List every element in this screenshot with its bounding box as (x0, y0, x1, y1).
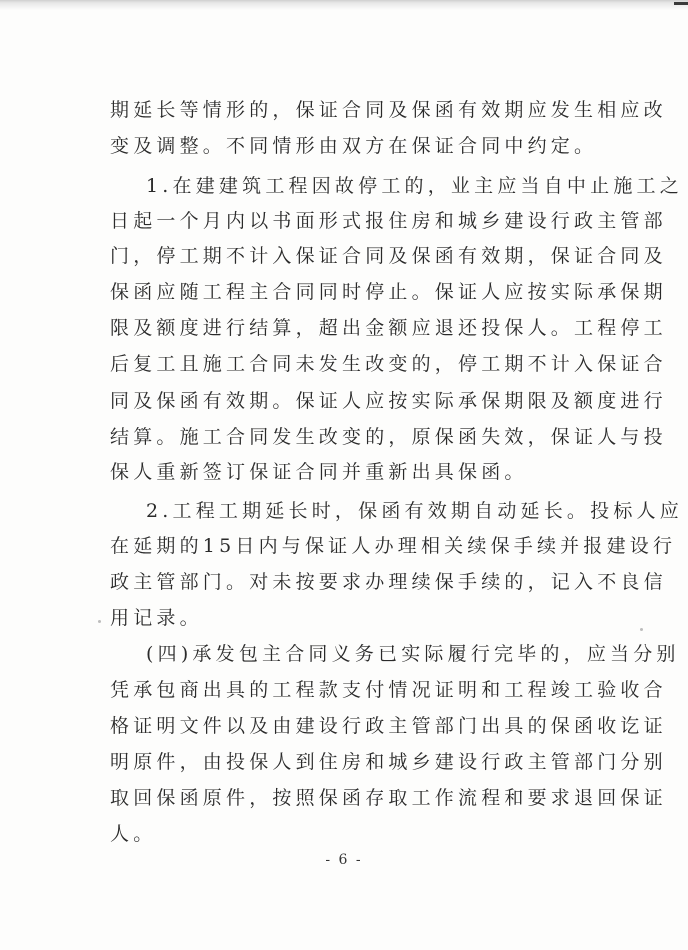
text-line: 1.在建建筑工程因故停工的，业主应当自中止施工之 (146, 175, 683, 197)
text-line: 后复工且施工合同未发生改变的，停工期不计入保证合 (110, 353, 667, 375)
text-line: 变及调整。不同情形由双方在保证合同中约定。 (110, 135, 598, 157)
scan-speck (98, 620, 101, 623)
text-line: 格证明文件以及由建设行政主管部门出具的保函收讫证 (110, 715, 667, 737)
text-line: 门，停工期不计入保证合同及保函有效期，保证合同及 (110, 245, 667, 267)
text-line: 保人重新签订保证合同并重新出具保函。 (110, 461, 528, 483)
text-line: 期延长等情形的，保证合同及保函有效期应发生相应改 (110, 99, 667, 121)
scan-top-edge (0, 0, 688, 10)
text-line: 同及保函有效期。保证人应按实际承保期限及额度进行 (110, 390, 667, 412)
scan-speck (640, 628, 643, 631)
text-line: 政主管部门。对未按要求办理续保手续的，记入不良信 (110, 571, 667, 593)
text-line: 2.工程工期延长时，保函有效期自动延长。投标人应 (146, 500, 683, 522)
text-line: 日起一个月内以书面形式报住房和城乡建设行政主管部 (110, 210, 667, 232)
text-line: 限及额度进行结算，超出金额应退还投保人。工程停工 (110, 317, 667, 339)
text-line: 人。 (110, 823, 157, 845)
text-line: 明原件，由投保人到住房和城乡建设行政主管部门分别 (110, 751, 667, 773)
text-line: 结算。施工合同发生改变的，原保函失效，保证人与投 (110, 426, 667, 448)
text-line: 在延期的15日内与保证人办理相关续保手续并报建设行 (110, 535, 677, 557)
corner-mark (674, 2, 688, 5)
page-number: - 6 - (325, 852, 363, 868)
text-line: 保函应随工程主合同同时停止。保证人应按实际承保期 (110, 281, 667, 303)
text-line: (四)承发包主合同义务已实际履行完毕的，应当分别 (146, 643, 680, 665)
text-line: 取回保函原件，按照保函存取工作流程和要求退回保证 (110, 787, 667, 809)
text-line: 凭承包商出具的工程款支付情况证明和工程竣工验收合 (110, 679, 667, 701)
text-line: 用记录。 (110, 607, 203, 629)
